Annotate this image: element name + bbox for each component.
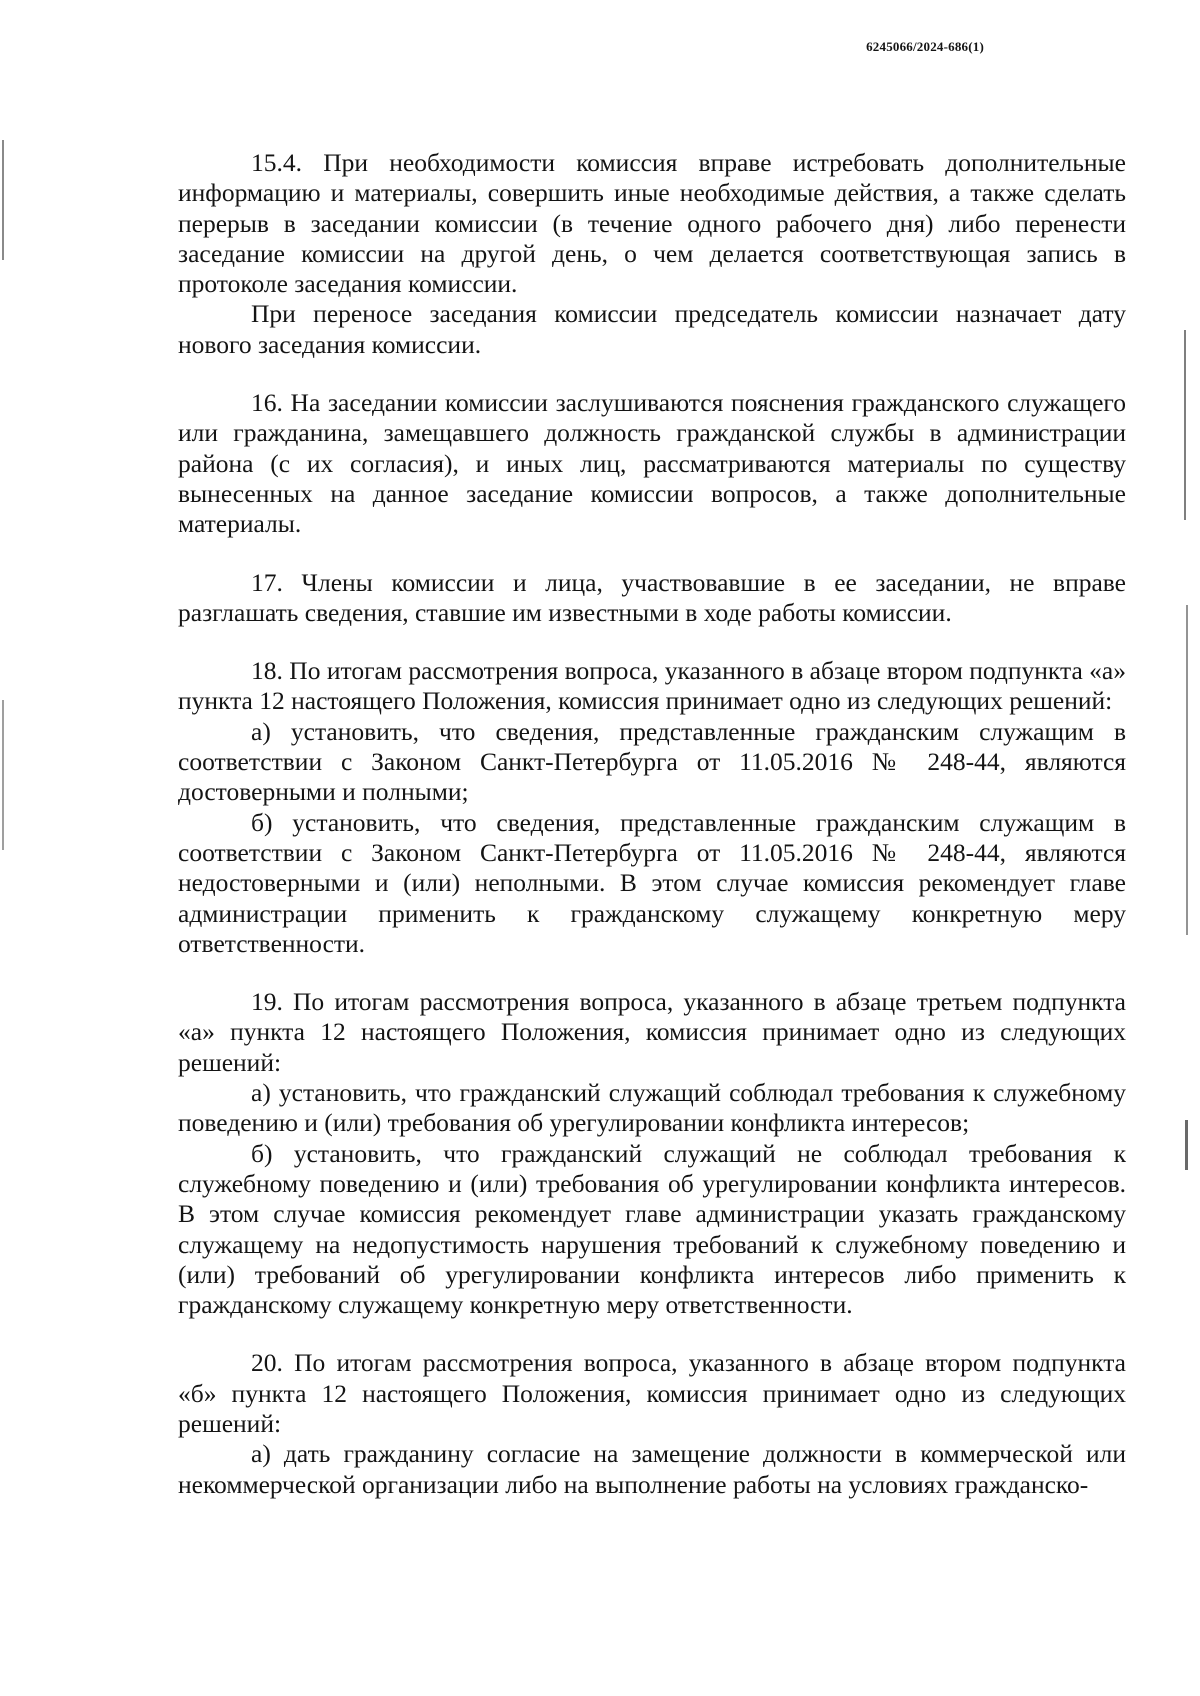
scan-edge-mark <box>2 700 4 850</box>
scan-edge-mark <box>1186 605 1188 935</box>
document-body <box>178 148 1126 1500</box>
scan-edge-mark <box>2 140 4 260</box>
paragraph-19-a: а) установить, что гражданский служащий соблюдал требования к служебному поведению и (или) требования об урегулировании конфликта интересов; <box>178 1078 1126 1138</box>
paragraph-20-a: а) дать гражданину согласие на замещение должности в коммерческой или некоммерческой организации либо на выполнение работы на условиях гражданско- <box>178 1439 1126 1499</box>
paragraph-19: 19. По итогам рассмотрения вопроса, указанного в абзаце третьем подпункта «а» пункта 12 настоящего Положения, комиссия принимает одно из следующих решений: <box>178 987 1126 1077</box>
paragraph-19-b: б) установить, что гражданский служащий не соблюдал требования к служебному поведению и (или) требования об урегулировании конфликта интересов. В этом случае комиссия рекомендует главе администрации указать гражданскому служащему на недопустимость нарушения требований к служебному поведению и (или) требований об урегулировании конфликта интересов либо применить к гражданскому служащему конкретную меру ответственности. <box>178 1138 1126 1320</box>
document-number: 6245066/2024-686(1) <box>866 39 984 54</box>
paragraph-18-b: б) установить, что сведения, представленные гражданским служащим в соответствии с Законом Санкт-Петербурга от 11.05.2016 № 248-44, являются недостоверными и (или) неполными. В этом случае комиссия рекомендует главе администрации применить к гражданскому служащему конкретную меру ответственности. <box>178 807 1126 958</box>
paragraph-18: 18. По итогам рассмотрения вопроса, указанного в абзаце втором подпункта «а» пункта 12 настоящего Положения, комиссия принимает одно из следующих решений: <box>178 656 1126 716</box>
paragraph-20: 20. По итогам рассмотрения вопроса, указанного в абзаце втором подпункта «б» пункта 12 настоящего Положения, комиссия принимает одно из следующих решений: <box>178 1348 1126 1438</box>
scan-edge-mark <box>1185 1120 1188 1170</box>
paragraph-15-4-continued: При переносе заседания комиссии председатель комиссии назначает дату нового заседания комиссии. <box>178 299 1126 359</box>
scan-edge-mark <box>1184 330 1186 520</box>
paragraph-16: 16. На заседании комиссии заслушиваются пояснения гражданского служащего или гражданина, замещавшего должность гражданской службы в администрации района (с их согласия), и иных лиц, рассматриваются материалы по существу вынесенных на данное заседание комиссии вопросов, а также дополнительные материалы. <box>178 388 1126 539</box>
paragraph-18-a: а) установить, что сведения, представленные гражданским служащим в соответствии с Законом Санкт-Петербурга от 11.05.2016 № 248-44, являются достоверными и полными; <box>178 716 1126 807</box>
paragraph-15-4: 15.4. При необходимости комиссия вправе истребовать дополнительные информацию и материалы, совершить иные необходимые действия, а также сделать перерыв в заседании комиссии (в течение одного рабочего дня) либо перенести заседание комиссии на другой день, о чем делается соответствующая запись в протоколе заседания комиссии. <box>178 148 1126 299</box>
paragraph-17: 17. Члены комиссии и лица, участвовавшие в ее заседании, не вправе разглашать сведения, ставшие им известными в ходе работы комиссии. <box>178 567 1126 627</box>
